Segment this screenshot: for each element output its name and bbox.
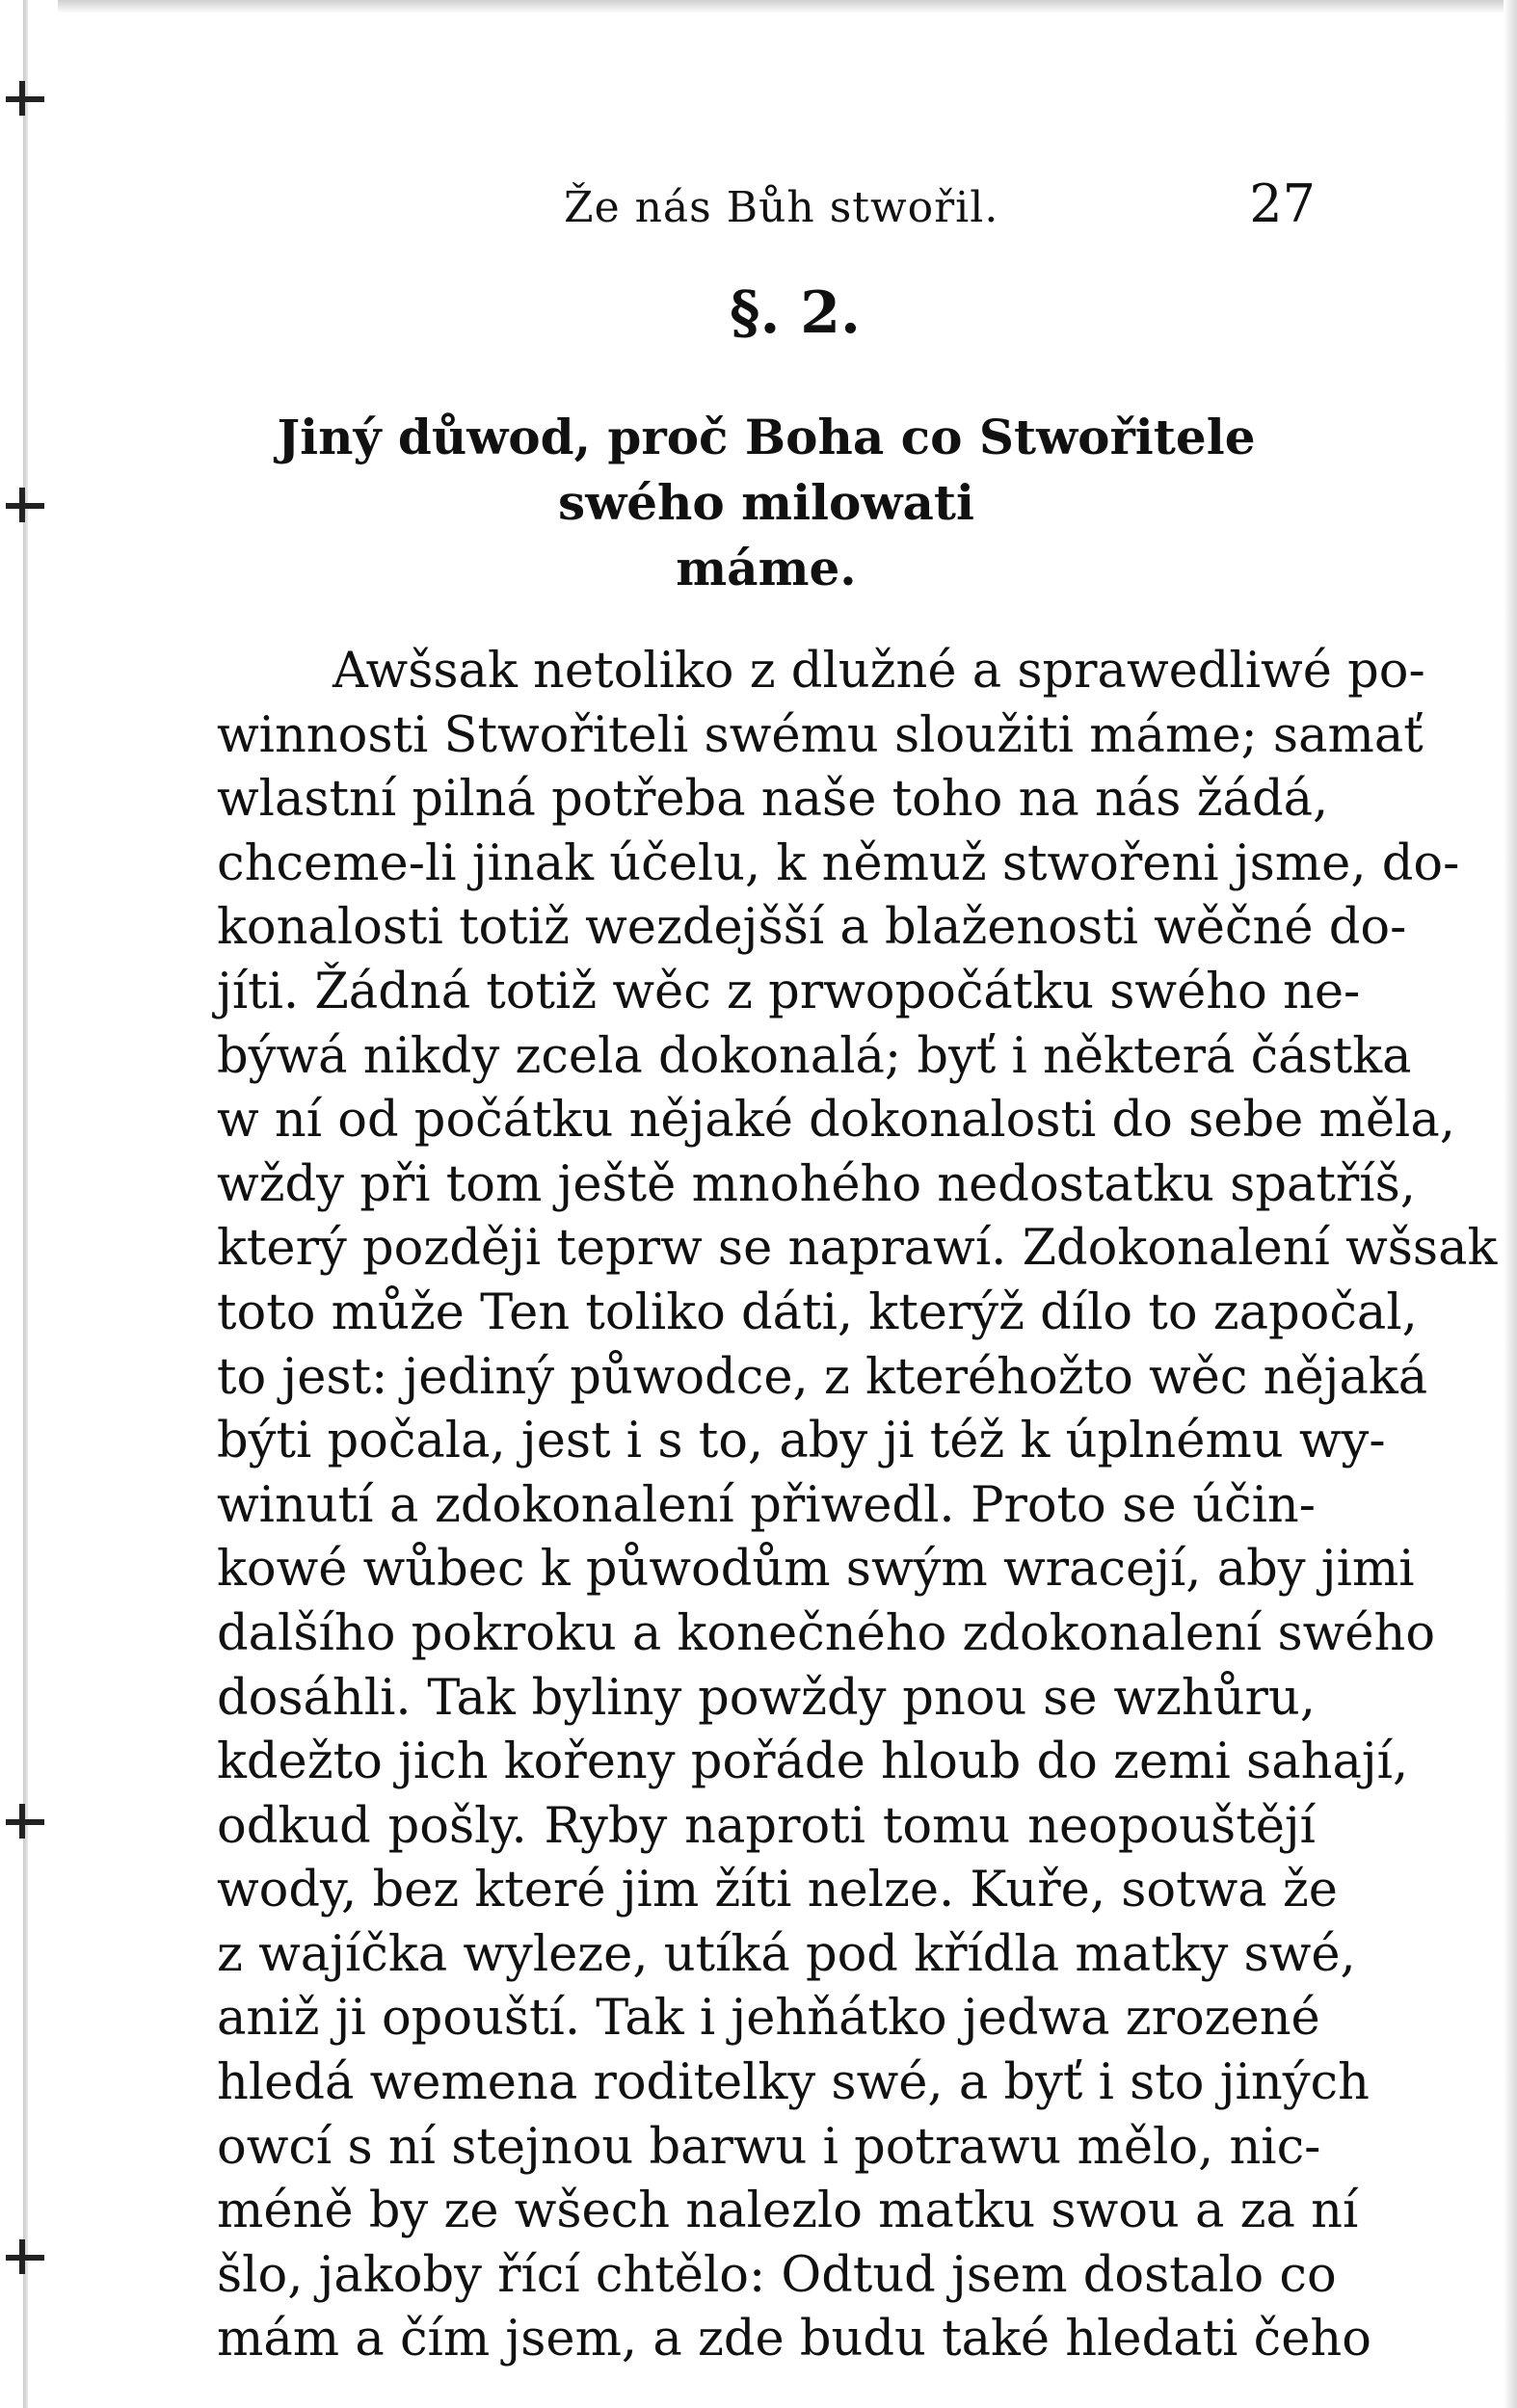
body-line: wody, bez které jim žíti nelze. Kuře, sotwa že (217, 1862, 1338, 1919)
section-heading (217, 405, 1316, 601)
top-scan-shadow (58, 0, 1517, 13)
body-line: aniž ji opouští. Tak i jehňátko jedwa zrozené (217, 1990, 1320, 2048)
body-line: konalosti totiž wezdejšší a blaženosti wěčné do- (217, 899, 1407, 957)
body-line: w ní od počátku nějaké dokonalosti do sebe měla, (217, 1092, 1455, 1150)
running-title: Že nás Bůh stwořil. (564, 183, 999, 232)
body-line: wždy při tom ještě mnohého nedostatku spatříš, (217, 1155, 1416, 1213)
body-line: chceme-li jinak účelu, k němuž stwořeni jsme, do- (217, 834, 1460, 892)
body-line: kowé wůbec k půwodům swým wracejí, aby jimi (217, 1541, 1415, 1599)
section-heading-line: Jiný důwod, proč Boha co Stwořitele swého milowati (277, 409, 1256, 531)
body-line: z wajíčka wyleze, utíká pod křídla matky swé, (217, 1925, 1356, 1983)
body-line: odkud pošly. Ryby naproti tomu neopouštějí (217, 1797, 1316, 1855)
body-paragraph (217, 640, 1498, 2372)
binding-mark-4 (6, 2255, 44, 2261)
page-number: 27 (1249, 173, 1316, 234)
right-scan-shadow (1504, 0, 1517, 2408)
binding-mark-3 (6, 1819, 44, 1825)
section-number: §. 2. (730, 279, 861, 347)
page-binding-edge (0, 0, 58, 2408)
body-line: kdežto jich kořeny pořáde hloub do zemi sahají, (217, 1733, 1409, 1791)
body-line: býti počala, jest i s to, aby ji též k úplnému wy- (217, 1413, 1386, 1470)
body-line: wlastní pilná potřeba naše toho na nás žádá, (217, 771, 1329, 829)
body-line: toto může Ten toliko dáti, kterýž dílo to započal, (217, 1283, 1418, 1341)
body-line: winutí a zdokonalení přiwedl. Proto se účin- (217, 1476, 1316, 1534)
body-line: býwá nikdy zcela dokonalá; byť i některá částka (217, 1027, 1412, 1085)
body-line: Awšsak netoliko z dlužné a sprawedliwé po- (333, 643, 1425, 700)
body-line: méně by ze wšech nalezlo matku swou a za ní (217, 2183, 1359, 2240)
binding-rule (23, 0, 28, 2408)
body-line: mám a čím jsem, a zde budu také hledati čeho (217, 2311, 1371, 2368)
running-head (217, 173, 1316, 251)
body-line: winnosti Stwořiteli swému sloužiti máme; samať (217, 706, 1424, 764)
binding-mark-1 (6, 96, 44, 102)
body-line: hledá wemena roditelky swé, a byť i sto jiných (217, 2054, 1370, 2112)
section-heading-line: máme. (676, 540, 857, 596)
body-line: který později teprw se naprawí. Zdokonalení wšsak (217, 1220, 1498, 1278)
body-line: jíti. Žádná totiž wěc z prwopočátku swého ne- (217, 963, 1361, 1020)
body-line: šlo, jakoby řící chtělo: Odtud jsem dostalo co (217, 2246, 1337, 2304)
body-line: dalšího pokroku a konečného zdokonalení swého (217, 1604, 1436, 1662)
body-line: to jest: jediný půwodce, z kteréhožto wěc nějaká (217, 1348, 1428, 1406)
binding-mark-2 (6, 503, 44, 509)
body-line: dosáhli. Tak byliny powždy pnou se wzhůru, (217, 1669, 1316, 1727)
book-page (217, 173, 1498, 2372)
body-line: owcí s ní stejnou barwu i potrawu mělo, nic- (217, 2118, 1321, 2176)
